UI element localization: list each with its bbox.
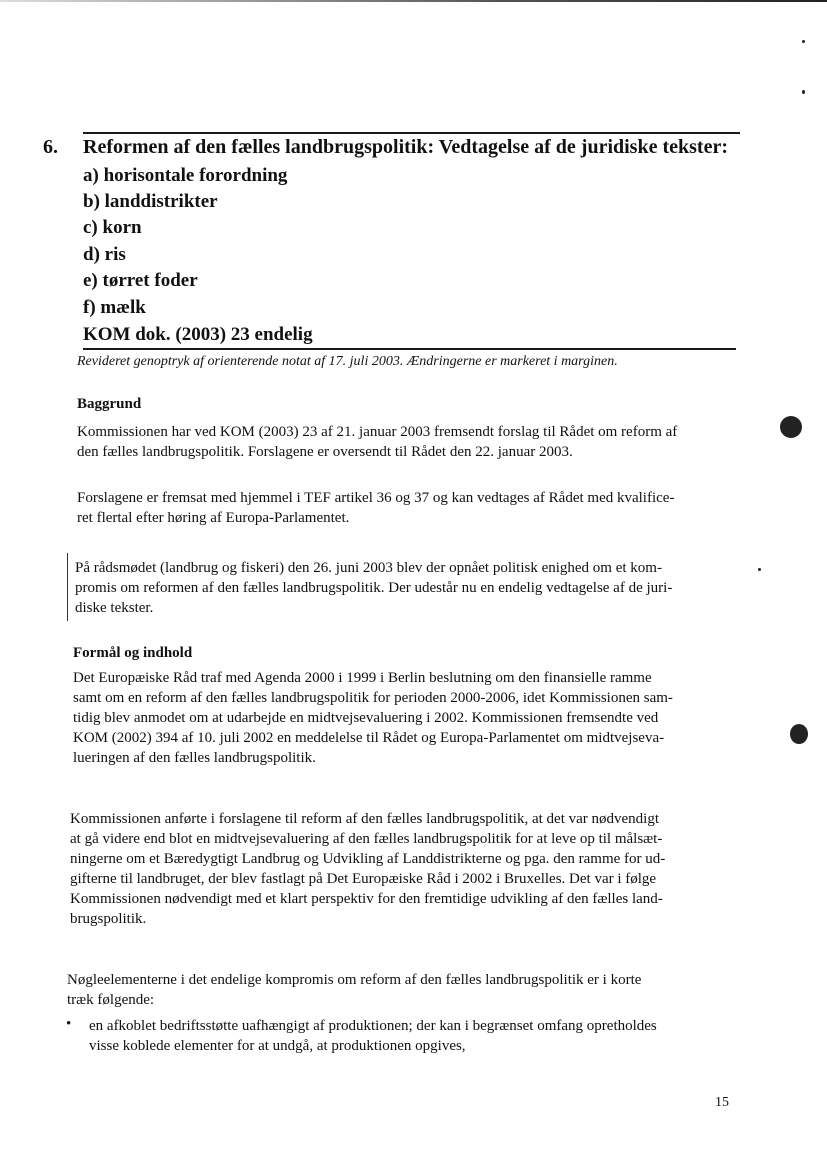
item-d: d) ris <box>83 244 126 265</box>
item-e: e) tørret foder <box>83 270 198 291</box>
bottom-rule <box>83 348 736 350</box>
heading-baggrund: Baggrund <box>77 396 142 412</box>
page-number: 15 <box>715 1095 729 1110</box>
revision-note: Revideret genoptryk af orienterende notat af 17. juli 2003. Ændringerne er markeret i marginen. <box>77 354 618 369</box>
scan-speck <box>802 40 805 43</box>
scan-speck-2 <box>802 90 805 94</box>
baggrund-paragraph-2: Forslagene er fremsat med hjemmel i TEF artikel 36 og 37 og kan vedtages af Rådet med kvalifice- ret flertal efter høring af Europa-Parlamentet. <box>77 490 675 526</box>
formaal-paragraph-2: Kommissionen anførte i forslagene til reform af den fælles landbrugspolitik, at det var nødvendigt at gå videre end blot en midtvejsevaluering af den fælles landbrugspolitik for at leve op til målsæt- ningerne om et Bæredygtigt Landbrug og Udvikling af Landdistrikterne og pga. den ramme for ud- gifterne til landbruget, der blev fastlagt på Det Europæiske Råd i 2002 i Bruxelles. Det var i følge Kommissionen nødvendigt med et klart perspektiv for den fremtidige udvikling af den fælles land- brugspolitik. <box>70 811 666 927</box>
item-c: c) korn <box>83 217 142 238</box>
revision-margin-bar <box>67 553 68 621</box>
bullet-marker: • <box>66 1016 72 1032</box>
heading-formaal: Formål og indhold <box>73 645 193 661</box>
formaal-paragraph-3: Nøgleelementerne i det endelige kompromis om reform af den fælles landbrugspolitik er i korte træk følgende: <box>67 972 642 1008</box>
formaal-paragraph-1: Det Europæiske Råd traf med Agenda 2000 i 1999 i Berlin beslutning om den finansielle ramme samt om en reform af den fælles landbrugspolitik for perioden 2000-2006, idet Kommissionen sam- tidig blev anmodet om at udarbejde en midtvejsevaluering i 2002. Kommissionen fremsendte ved KOM (2002) 394 af 10. juli 2002 en meddelelse til Rådet og Europa-Parlamentet om midtvejseva- lueringen af den fælles landbrugspolitik. <box>73 670 673 766</box>
baggrund-paragraph-3: På rådsmødet (landbrug og fiskeri) den 26. juni 2003 blev der opnået politisk enighed om et kom- promis om reformen af den fælles landbrugspolitik. Der udestår nu en endelig vedtagelse af de juri- diske tekster. <box>75 560 673 616</box>
item-b: b) landdistrikter <box>83 191 218 212</box>
bullet-item-1: en afkoblet bedriftsstøtte uafhængigt af produktionen; der kan i begrænset omfang opretholdes visse koblede elementer for at undgå, at produktionen opgives, <box>89 1018 657 1054</box>
document-reference: KOM dok. (2003) 23 endelig <box>83 324 313 345</box>
baggrund-paragraph-1: Kommissionen har ved KOM (2003) 23 af 21. januar 2003 fremsendt forslag til Rådet om reform af den fælles landbrugspolitik. Forslagene er oversendt til Rådet den 22. januar 2003. <box>77 424 678 460</box>
item-a: a) horisontale forordning <box>83 165 288 186</box>
scan-speck-3 <box>758 568 761 571</box>
item-f: f) mælk <box>83 297 146 318</box>
top-rule <box>83 132 740 134</box>
margin-change-marker <box>780 416 802 438</box>
section-number: 6. <box>43 136 58 158</box>
margin-change-marker-2 <box>790 724 808 744</box>
scan-top-edge <box>0 0 827 2</box>
section-title: Reformen af den fælles landbrugspolitik: Vedtagelse af de juridiske tekster: <box>83 136 728 158</box>
